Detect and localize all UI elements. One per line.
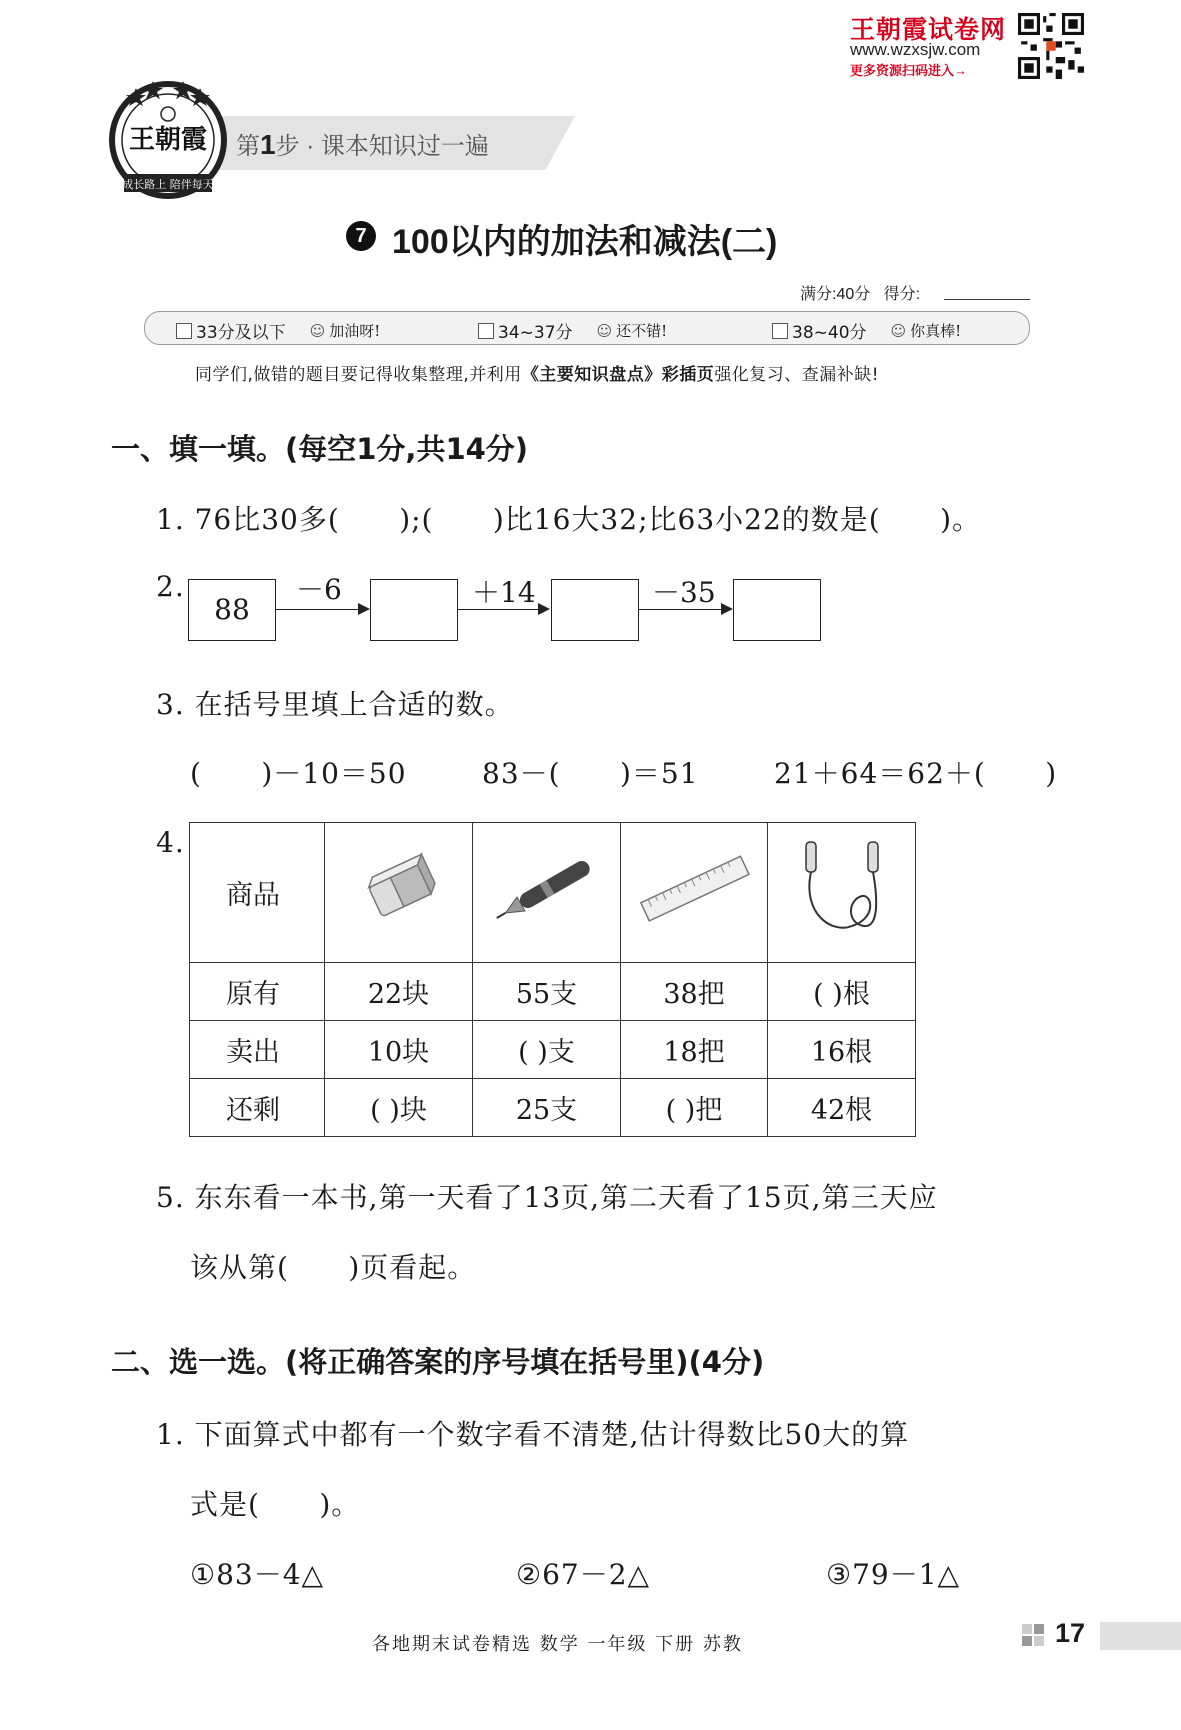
smiley-icon: ☺ xyxy=(309,321,326,340)
row-label: 卖出 xyxy=(190,1021,325,1079)
rating-low[interactable]: 33分及以下 ☺ 加油呀! xyxy=(176,318,380,343)
eraser-cell xyxy=(325,823,473,963)
s1-q3-item-3[interactable]: 21＋64＝62＋( ) xyxy=(774,757,1058,790)
row-label: 还剩 xyxy=(190,1079,325,1137)
smiley-icon: ☺ xyxy=(596,321,613,340)
s2-q1-option-3[interactable]: ③79－1△ xyxy=(826,1558,961,1591)
s1-q1[interactable]: 1. 76比30多( );( )比16大32;比63小22的数是( )。 xyxy=(156,503,982,536)
notice-text: 同学们,做错的题目要记得收集整理,并利用《主要知识盘点》彩插页强化复习、查漏补缺! xyxy=(195,365,880,385)
s1-q4-number: 4. xyxy=(156,826,185,859)
s1-q5-line1: 5. 东东看一本书,第一天看了13页,第二天看了15页,第三天应 xyxy=(156,1181,938,1214)
ruler-icon xyxy=(634,849,754,929)
svg-text:成长路上 陪伴每天: 成长路上 陪伴每天 xyxy=(122,178,214,191)
wang-zhaoxia-logo xyxy=(106,78,230,202)
table-cell: 25支 xyxy=(473,1079,621,1137)
page-title: 100以内的加法和减法(二) xyxy=(392,223,778,261)
flow-op-2: ＋14 xyxy=(472,576,536,609)
flow-op-1: －6 xyxy=(296,573,342,606)
s2-q1-line1: 1. 下面算式中都有一个数字看不清楚,估计得数比50大的算 xyxy=(156,1418,910,1451)
score-blank[interactable] xyxy=(944,299,1030,300)
arrow-head-icon xyxy=(721,603,733,615)
ruler-cell xyxy=(621,823,768,963)
section1-heading: 一、填一填。(每空1分,共14分) xyxy=(111,432,529,466)
qr-code-icon[interactable] xyxy=(1018,13,1084,79)
flow-op-3: －35 xyxy=(652,576,716,609)
table-cell: 42根 xyxy=(768,1079,916,1137)
table-cell: 38把 xyxy=(621,963,768,1021)
brand-url[interactable]: www.wzxsjw.com xyxy=(850,40,981,59)
s1-q5-line2[interactable]: 该从第( )页看起。 xyxy=(190,1251,477,1284)
table-row xyxy=(190,823,916,963)
rating-high[interactable]: 38~40分 ☺ 你真棒! xyxy=(772,318,961,343)
page-number: 17 xyxy=(1055,1618,1086,1648)
table-cell: 10块 xyxy=(325,1021,473,1079)
table-cell[interactable]: ( )支 xyxy=(473,1021,621,1079)
s1-q2-number: 2. xyxy=(156,570,185,603)
brand-cta: 更多资源扫码进入→ xyxy=(850,63,968,78)
flow-arrow xyxy=(276,609,358,610)
s1-q3-item-2[interactable]: 83－( )＝51 xyxy=(482,757,699,790)
lesson-number-badge: 7 xyxy=(346,221,376,251)
table-cell[interactable]: ( )把 xyxy=(621,1079,768,1137)
eraser-icon xyxy=(354,849,444,929)
s1-q3-item-1[interactable]: ( )－10＝50 xyxy=(190,757,407,790)
rating-checkbox[interactable] xyxy=(176,323,192,339)
flow-start-box: 88 xyxy=(188,579,276,641)
jump-rope-cell xyxy=(768,823,916,963)
rating-mid[interactable]: 34~37分 ☺ 还不错! xyxy=(478,318,667,343)
s2-q1-option-2[interactable]: ②67－2△ xyxy=(516,1558,651,1591)
table-row xyxy=(190,1021,916,1079)
table-cell[interactable]: ( )块 xyxy=(325,1079,473,1137)
flow-blank-box-1[interactable] xyxy=(370,579,458,641)
row-label: 原有 xyxy=(190,963,325,1021)
table-cell: 55支 xyxy=(473,963,621,1021)
rating-checkbox[interactable] xyxy=(772,323,788,339)
smiley-icon: ☺ xyxy=(890,321,907,340)
arrow-head-icon xyxy=(358,603,370,615)
flow-blank-box-3[interactable] xyxy=(733,579,821,641)
arrow-head-icon xyxy=(538,603,550,615)
row-label: 商品 xyxy=(190,823,325,963)
step-label: 第1步 · 课本知识过一遍 xyxy=(236,129,489,160)
score-line: 满分:40分 得分: xyxy=(800,286,921,303)
pen-icon xyxy=(487,849,607,929)
table-row xyxy=(190,963,916,1021)
goods-table xyxy=(189,822,916,1137)
table-row xyxy=(190,1079,916,1137)
table-cell: 18把 xyxy=(621,1021,768,1079)
s1-q3-prompt: 3. 在括号里填上合适的数。 xyxy=(156,688,514,721)
s2-q1-option-1[interactable]: ①83－4△ xyxy=(190,1558,325,1591)
corner-marks xyxy=(1020,1622,1050,1650)
table-cell[interactable]: ( )根 xyxy=(768,963,916,1021)
s2-q1-line2[interactable]: 式是( )。 xyxy=(190,1488,361,1521)
table-cell: 16根 xyxy=(768,1021,916,1079)
page-number-bar xyxy=(1100,1622,1181,1650)
section2-heading: 二、选一选。(将正确答案的序号填在括号里)(4分) xyxy=(111,1345,765,1379)
rating-checkbox[interactable] xyxy=(478,323,494,339)
jump-rope-icon xyxy=(792,834,892,944)
table-cell: 22块 xyxy=(325,963,473,1021)
footer-text: 各地期末试卷精选 数学 一年级 下册 苏教 xyxy=(372,1634,743,1655)
svg-text:王朝霞: 王朝霞 xyxy=(128,125,208,155)
flow-blank-box-2[interactable] xyxy=(551,579,639,641)
pen-cell xyxy=(473,823,621,963)
brand-title: 王朝霞试卷网 xyxy=(850,16,1007,44)
